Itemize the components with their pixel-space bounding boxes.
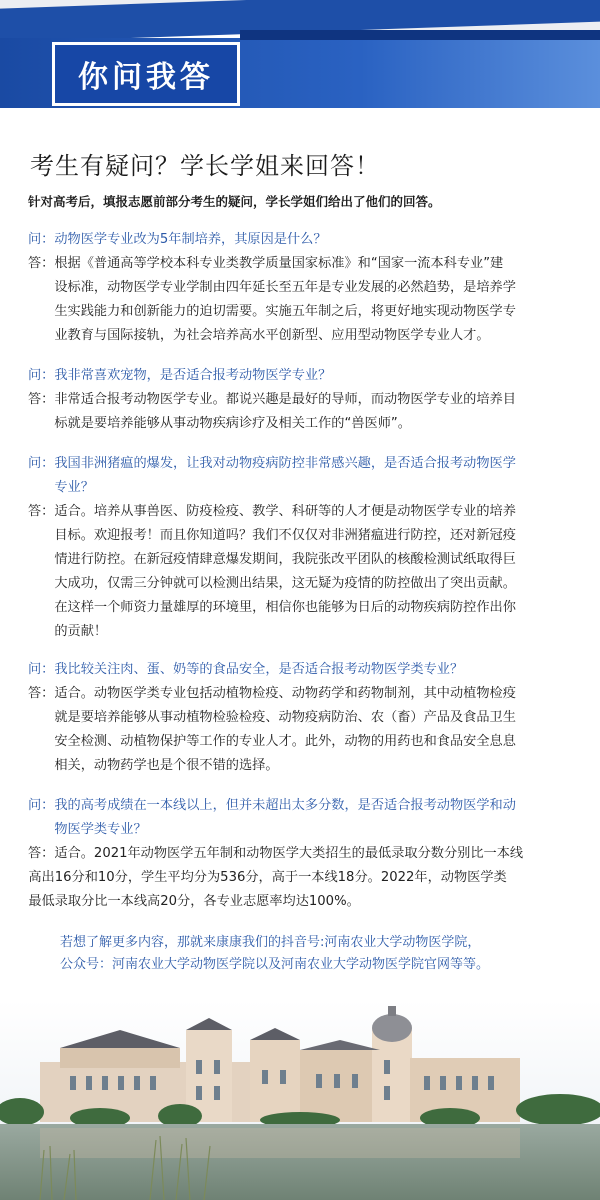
contact-line: 若想了解更多内容，那就来康康我们的抖音号:河南农业大学动物医学院， — [60, 935, 481, 950]
answer-row — [28, 500, 574, 644]
campus-building-image — [0, 1000, 600, 1200]
answer-label: 答： — [28, 686, 55, 701]
answer-line: 相关，动物药学也是个很不错的选择。 — [54, 758, 279, 773]
question-label: 问： — [28, 232, 55, 247]
question-line: 专业？ — [54, 480, 94, 495]
answer-line: 的贡献！ — [54, 624, 108, 639]
qa-item-4 — [28, 658, 574, 778]
question-row — [28, 658, 574, 682]
contact-line: 公众号：河南农业大学动物医学院以及河南农业大学动物医学院官网等等。 — [60, 957, 490, 972]
answer-line: 目标。欢迎报考！而且你知道吗？我们不仅仅对非洲猪瘟进行防控，还对新冠疫 — [54, 528, 516, 543]
answer-line: 大成功，仅需三分钟就可以检测出结果，这无疑为疫情的防控做出了突出贡献。 — [54, 576, 516, 591]
headline: 考生有疑问？学长学姐来回答！ — [30, 152, 380, 180]
answer-row — [28, 252, 574, 348]
question-row — [28, 794, 574, 842]
answer-line: 生实践能力和创新能力的迫切需要。实施五年制之后，将更好地实现动物医学专 — [54, 304, 516, 319]
answer-row — [28, 682, 574, 778]
answer-text — [28, 842, 574, 914]
question-text: 动物医学专业改为5年制培养，其原因是什么？ — [54, 232, 327, 247]
header-banner — [0, 0, 600, 110]
answer-label: 答： — [28, 256, 55, 271]
question-text: 我比较关注肉、蛋、奶等的食品安全，是否适合报考动物医学类专业？ — [54, 662, 464, 677]
answer-line: 适合。2021年动物医学五年制和动物医学大类招生的最低录取分数分别比一本线 — [54, 846, 524, 861]
intro-text: 针对高考后，填报志愿前部分考生的疑问，学长学姐们给出了他们的回答。 — [28, 194, 441, 209]
answer-line: 非常适合报考动物医学专业。都说兴趣是最好的导师，而动物医学专业的培养目 — [54, 392, 516, 407]
header-dark-stripe — [240, 30, 600, 40]
contact-info — [60, 932, 580, 976]
answer-line: 标就是要培养能够从事动物疾病诊疗及相关工作的“兽医师”。 — [54, 416, 411, 431]
question-text: 我非常喜欢宠物，是否适合报考动物医学专业？ — [54, 368, 332, 383]
qa-item-3 — [28, 452, 574, 644]
page-title: 你问我答 — [78, 60, 214, 95]
answer-text — [54, 252, 574, 348]
answer-row — [28, 842, 574, 914]
question-text — [54, 452, 574, 500]
answer-label: 答： — [28, 504, 55, 519]
answer-row — [28, 388, 574, 436]
question-row — [28, 228, 574, 252]
answer-line: 业教育与国际接轨，为社会培养高水平创新型、应用型动物医学专业人才。 — [54, 328, 490, 343]
qa-item-2 — [28, 364, 574, 436]
question-text — [54, 794, 574, 842]
answer-label: 答： — [28, 846, 55, 861]
question-label: 问： — [28, 798, 55, 813]
answer-line: 就是要培养能够从事动植物检验检疫、动物疫病防治、农（畜）产品及食品卫生 — [54, 710, 516, 725]
question-label: 问： — [28, 662, 55, 677]
answer-text — [54, 500, 574, 644]
answer-line: 适合。动物医学类专业包括动植物检疫、动物药学和药物制剂，其中动植物检疫 — [54, 686, 516, 701]
answer-line: 高出16分和10分，学生平均分为536分，高于一本线18分。2022年，动物医学类 — [28, 870, 507, 885]
answer-line: 根据《普通高等学校本科专业类教学质量国家标准》和“国家一流本科专业”建 — [54, 256, 504, 271]
question-row — [28, 364, 574, 388]
answer-text — [54, 388, 574, 436]
answer-line: 在这样一个师资力量雄厚的环境里，相信你也能够为日后的动物疾病防控作出你 — [54, 600, 516, 615]
answer-line: 安全检测、动植物保护等工作的专业人才。此外，动物的用药也和食品安全息息 — [54, 734, 516, 749]
qa-item-1 — [28, 228, 574, 348]
question-row — [28, 452, 574, 500]
qa-item-5 — [28, 794, 574, 914]
page-title-box — [52, 42, 240, 106]
question-line: 我国非洲猪瘟的爆发，让我对动物疫病防控非常感兴趣，是否适合报考动物医学 — [54, 456, 516, 471]
answer-line: 设标准，动物医学专业学制由四年延长至五年是专业发展的必然趋势，是培养学 — [54, 280, 516, 295]
answer-text — [54, 682, 574, 778]
answer-line: 适合。培养从事兽医、防疫检疫、教学、科研等的人才便是动物医学专业的培养 — [54, 504, 516, 519]
question-label: 问： — [28, 368, 55, 383]
question-line: 物医学类专业？ — [54, 822, 147, 837]
question-label: 问： — [28, 456, 55, 471]
answer-line: 情进行防控。在新冠疫情肆意爆发期间，我院张改平团队的核酸检测试纸取得巨 — [54, 552, 516, 567]
question-line: 我的高考成绩在一本线以上，但并未超出太多分数，是否适合报考动物医学和动 — [54, 798, 516, 813]
answer-line: 最低录取分比一本线高20分，各专业志愿率均达100%。 — [28, 894, 360, 909]
answer-label: 答： — [28, 392, 55, 407]
